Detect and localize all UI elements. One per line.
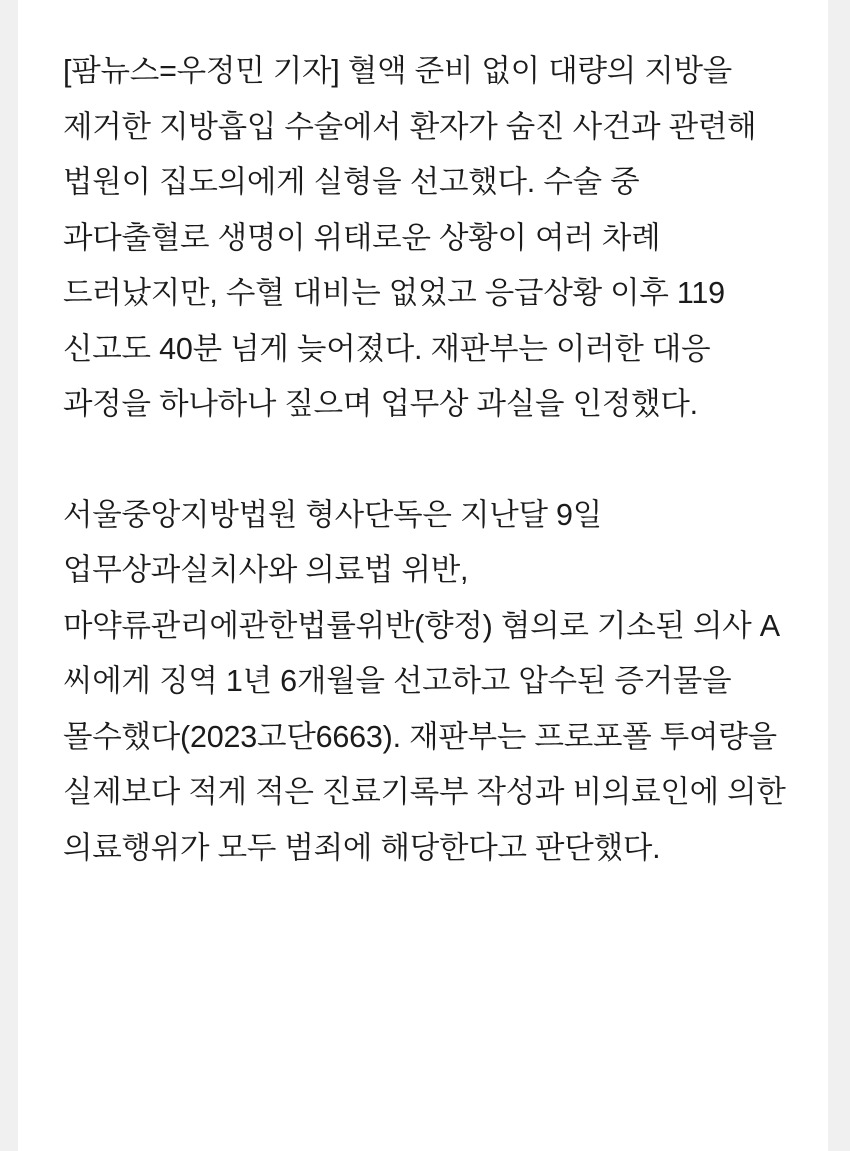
right-margin-gutter: [828, 0, 850, 1151]
left-margin-gutter: [0, 0, 18, 1151]
article-paragraph: 서울중앙지방법원 형사단독은 지난달 9일 업무상과실치사와 의료법 위반, 마약류관리에관한법률위반(향정) 혐의로 기소된 의사 A 씨에게 징역 1년 6개월을 선고하고 압수된 증거물을 몰수했다(2023고단6663). 재판부는 프로포폴 투여량을 실제보다 적게 적은 진료기록부 작성과 비의료인에 의한 의료행위가 모두 범죄에 해당한다고 판단했다.: [63, 497, 786, 865]
article-paragraph: [팜뉴스=우정민 기자] 혈액 준비 없이 대량의 지방을 제거한 지방흡입 수술에서 환자가 숨진 사건과 관련해 법원이 집도의에게 실형을 선고했다. 수술 중 과다출혈로 생명이 위태로운 상황이 여러 차례 드러났지만, 수혈 대비는 없었고 응급상황 이후 119 신고도 40분 넘게 늦어졌다. 재판부는 이러한 대응 과정을 하나하나 짚으며 업무상 과실을 인정했다.: [63, 54, 757, 421]
article-body: [18, 0, 828, 1151]
